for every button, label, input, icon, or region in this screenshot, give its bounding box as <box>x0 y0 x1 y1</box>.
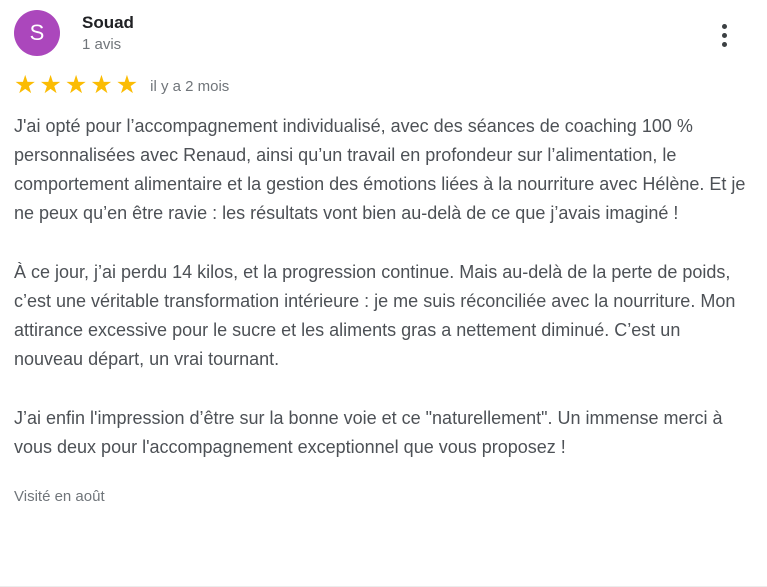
rating-row <box>14 70 753 99</box>
author-name[interactable]: Souad <box>82 13 134 32</box>
more-vertical-icon <box>722 24 727 29</box>
review-header <box>14 8 753 56</box>
star-rating <box>14 70 142 99</box>
star-icon: ★ <box>115 70 142 99</box>
star-icon: ★ <box>90 70 116 99</box>
avatar[interactable]: S <box>14 10 60 56</box>
review-paragraph: J’ai enfin l'impression d’être sur la bonne voie et ce "naturellement". Un immense merci à vous deux pour l'accompagnement exceptionnel que vous proposez ! <box>14 408 723 457</box>
review-paragraph: À ce jour, j’ai perdu 14 kilos, et la progression continue. Mais au-delà de la perte de poids, c’est une véritable transformation intérieure : je me suis réconciliée avec la nourriture. Mon attirance excessive pour le sucre et les aliments gras a nettement diminué. C’est un nouveau départ, un vrai tournant. <box>14 262 736 369</box>
more-vertical-icon <box>722 33 727 38</box>
more-options-button[interactable] <box>714 18 735 53</box>
review-paragraph: J'ai opté pour l’accompagnement individualisé, avec des séances de coaching 100 % personnalisées avec Renaud, ainsi qu’un travail en profondeur sur l’alimentation, le comportement alimentaire et la gestion des émotions liées à la nourriture avec Hélène. Et je ne peux qu’en être ravie : les résultats vont bien au-delà de ce que j’avais imaginé ! <box>14 116 746 223</box>
review-text <box>14 112 753 462</box>
review-time-ago: il y a 2 mois <box>150 77 230 95</box>
author-block[interactable] <box>82 10 134 55</box>
star-icon: ★ <box>39 70 65 99</box>
more-vertical-icon <box>722 42 727 47</box>
author-review-count: 1 avis <box>82 36 122 53</box>
star-icon: ★ <box>14 70 40 99</box>
star-icon: ★ <box>64 70 91 99</box>
visited-label: Visité en août <box>14 488 105 505</box>
